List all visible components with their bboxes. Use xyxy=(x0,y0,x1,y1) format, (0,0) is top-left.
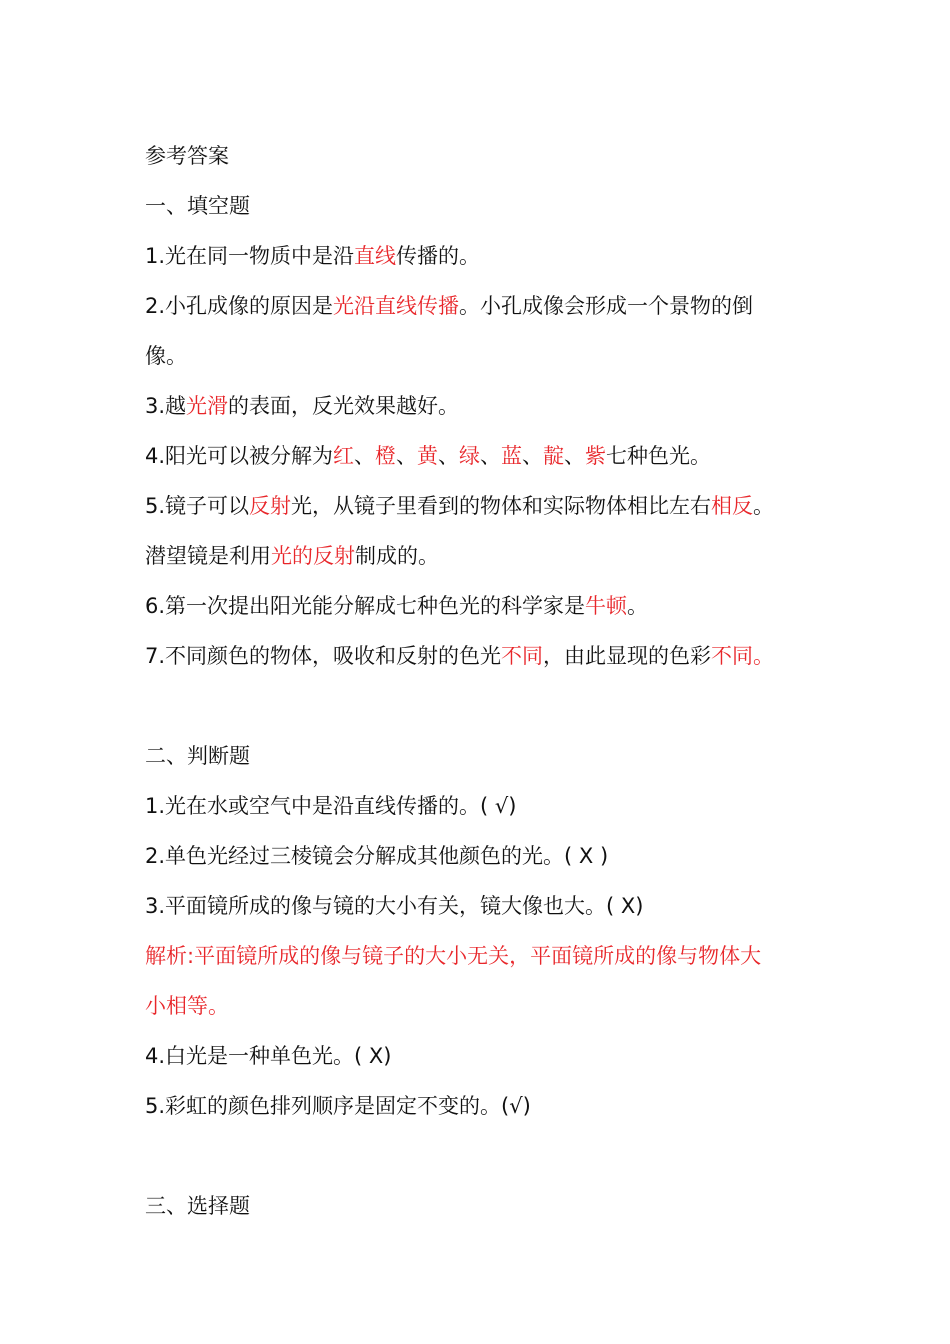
question-text: 1.光在同一物质中是沿 xyxy=(145,244,355,268)
analysis-text-continued: 小相等。 xyxy=(145,994,229,1018)
judge-item-2: 2.单色光经过三棱镜会分解成其他颜色的光。( X ) xyxy=(145,844,609,868)
question-text: ，由此显现的色彩 xyxy=(543,644,712,668)
judge-item-3: 3.平面镜所成的像与镜的大小有关，镜大像也大。( X) xyxy=(145,894,644,918)
section-heading-multiple-choice: 三、选择题 xyxy=(145,1194,250,1218)
fill-question-5-continued xyxy=(145,531,825,581)
question-text: 5.镜子可以 xyxy=(145,494,250,518)
answer-color-green: 绿 xyxy=(459,444,481,468)
question-text: 七种色光。 xyxy=(606,444,712,468)
answer-key-content xyxy=(145,131,825,1231)
answer-text: 相反 xyxy=(711,494,754,518)
answer-text: 光的反射 xyxy=(271,544,355,568)
question-text: 。 xyxy=(753,494,775,518)
judge-item-5: 5.彩虹的颜色排列顺序是固定不变的。(√) xyxy=(145,1094,531,1118)
question-text: 的表面，反光效果越好。 xyxy=(228,394,460,418)
separator: 、 xyxy=(354,444,376,468)
answer-color-yellow: 黄 xyxy=(417,444,439,468)
answer-text: 直线 xyxy=(354,244,397,268)
answer-color-blue: 蓝 xyxy=(501,444,523,468)
separator: 、 xyxy=(396,444,418,468)
answer-text: 光滑 xyxy=(186,394,229,418)
answer-color-violet: 紫 xyxy=(585,444,607,468)
section-heading-fill-in: 一、填空题 xyxy=(145,194,250,218)
question-text: 2.小孔成像的原因是 xyxy=(145,294,334,318)
blank-line xyxy=(145,681,825,731)
separator: 、 xyxy=(438,444,460,468)
section-heading-true-false: 二、判断题 xyxy=(145,744,250,768)
fill-question-7 xyxy=(145,631,825,681)
fill-question-3 xyxy=(145,381,825,431)
fill-question-1 xyxy=(145,231,825,281)
separator: 、 xyxy=(480,444,502,468)
question-text: 制成的。 xyxy=(355,544,439,568)
answer-text: 不同。 xyxy=(711,644,775,668)
question-text: 6.第一次提出阳光能分解成七种色光的科学家是 xyxy=(145,594,586,618)
document-title: 参考答案 xyxy=(145,144,229,168)
question-text: 。 xyxy=(627,594,649,618)
fill-question-6 xyxy=(145,581,825,631)
question-text: 传播的。 xyxy=(396,244,481,268)
question-text: 潜望镜是利用 xyxy=(145,544,271,568)
separator: 、 xyxy=(522,444,544,468)
fill-question-2-continued: 像。 xyxy=(145,344,187,368)
judge-item-1: 1.光在水或空气中是沿直线传播的。( √) xyxy=(145,794,517,818)
question-text: 7.不同颜色的物体，吸收和反射的色光 xyxy=(145,644,502,668)
answer-color-indigo: 靛 xyxy=(543,444,565,468)
answer-color-orange: 橙 xyxy=(375,444,397,468)
blank-line xyxy=(145,1131,825,1181)
answer-text: 牛顿 xyxy=(585,594,628,618)
answer-text: 不同 xyxy=(501,644,544,668)
answer-text: 反射 xyxy=(249,494,292,518)
question-text: 3.越 xyxy=(145,394,187,418)
fill-question-5 xyxy=(145,481,825,531)
fill-question-2 xyxy=(145,281,825,331)
answer-color-red: 红 xyxy=(333,444,355,468)
fill-question-4 xyxy=(145,431,825,481)
separator: 、 xyxy=(564,444,586,468)
question-text: 。小孔成像会形成一个景物的倒 xyxy=(459,294,754,318)
analysis-text: 解析:平面镜所成的像与镜子的大小无关，平面镜所成的像与物体大 xyxy=(145,944,762,968)
judge-item-4: 4.白光是一种单色光。( X) xyxy=(145,1044,392,1068)
answer-text: 光沿直线传播 xyxy=(333,294,460,318)
question-text: 光，从镜子里看到的物体和实际物体相比左右 xyxy=(291,494,712,518)
question-text: 4.阳光可以被分解为 xyxy=(145,444,334,468)
